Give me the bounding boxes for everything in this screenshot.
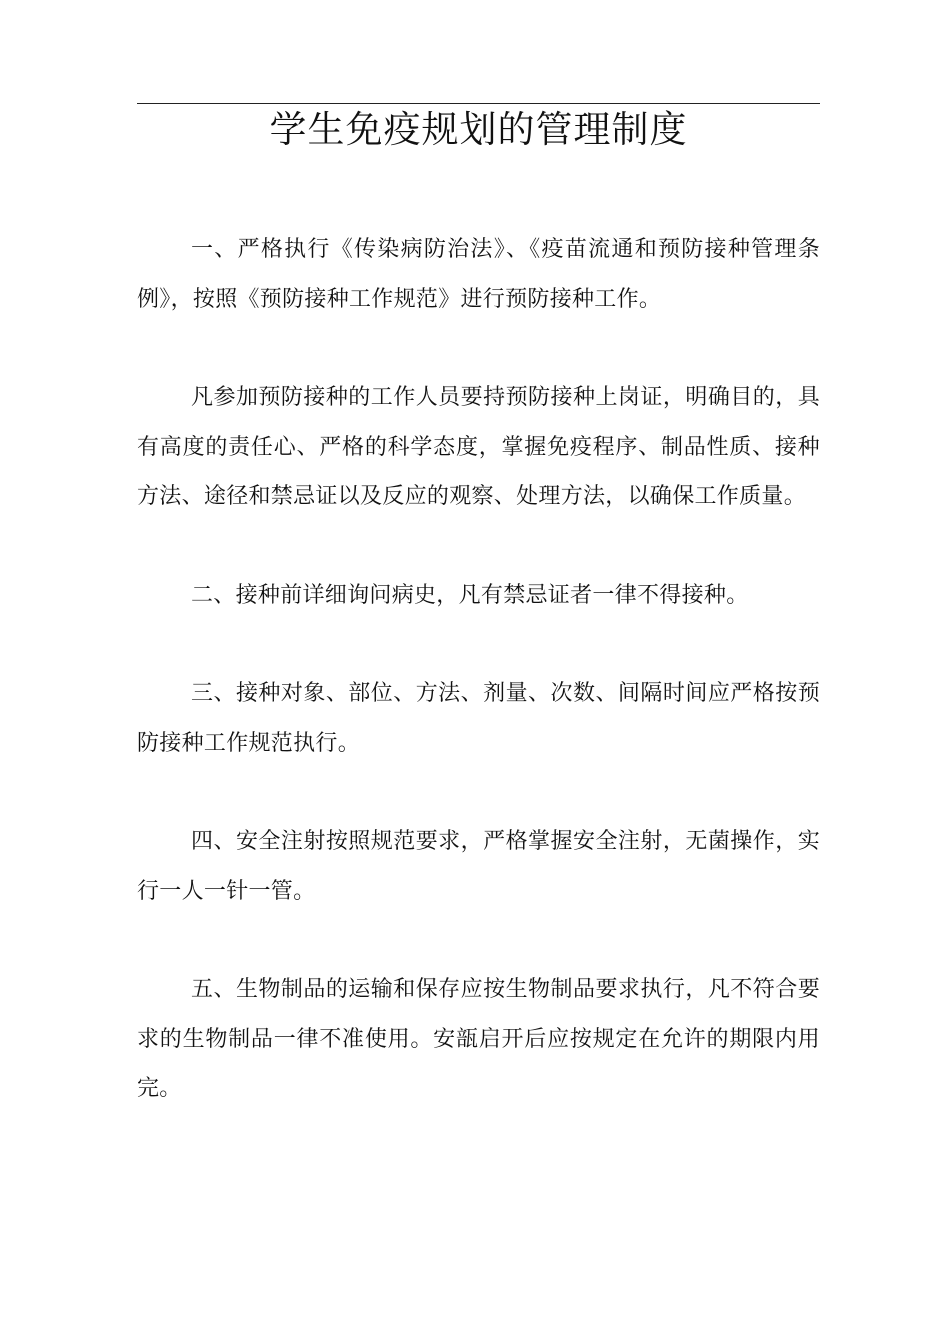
header-rule — [137, 103, 820, 104]
paragraph-6: 五、生物制品的运输和保存应按生物制品要求执行，凡不符合要求的生物制品一律不准使用。安瓿启开后应按规定在允许的期限内用完。 — [137, 977, 820, 1101]
paragraph-2: 凡参加预防接种的工作人员要持预防接种上岗证，明确目的，具有高度的责任心、严格的科学态度，掌握免疫程序、制品性质、接种方法、途径和禁忌证以及反应的观察、处理方法，以确保工作质量。 — [137, 385, 820, 509]
paragraph-5: 四、安全注射按照规范要求，严格掌握安全注射，无菌操作，实行一人一针一管。 — [137, 829, 820, 904]
paragraph-3: 二、接种前详细询问病史，凡有禁忌证者一律不得接种。 — [191, 582, 749, 608]
paragraph-4: 三、接种对象、部位、方法、剂量、次数、间隔时间应严格按预防接种工作规范执行。 — [137, 681, 820, 756]
document-body — [137, 225, 820, 1163]
document-title: 学生免疫规划的管理制度 — [269, 108, 688, 151]
paragraph-1: 一、严格执行《传染病防治法》、《疫苗流通和预防接种管理条例》，按照《预防接种工作规范》进行预防接种工作。 — [137, 237, 820, 312]
